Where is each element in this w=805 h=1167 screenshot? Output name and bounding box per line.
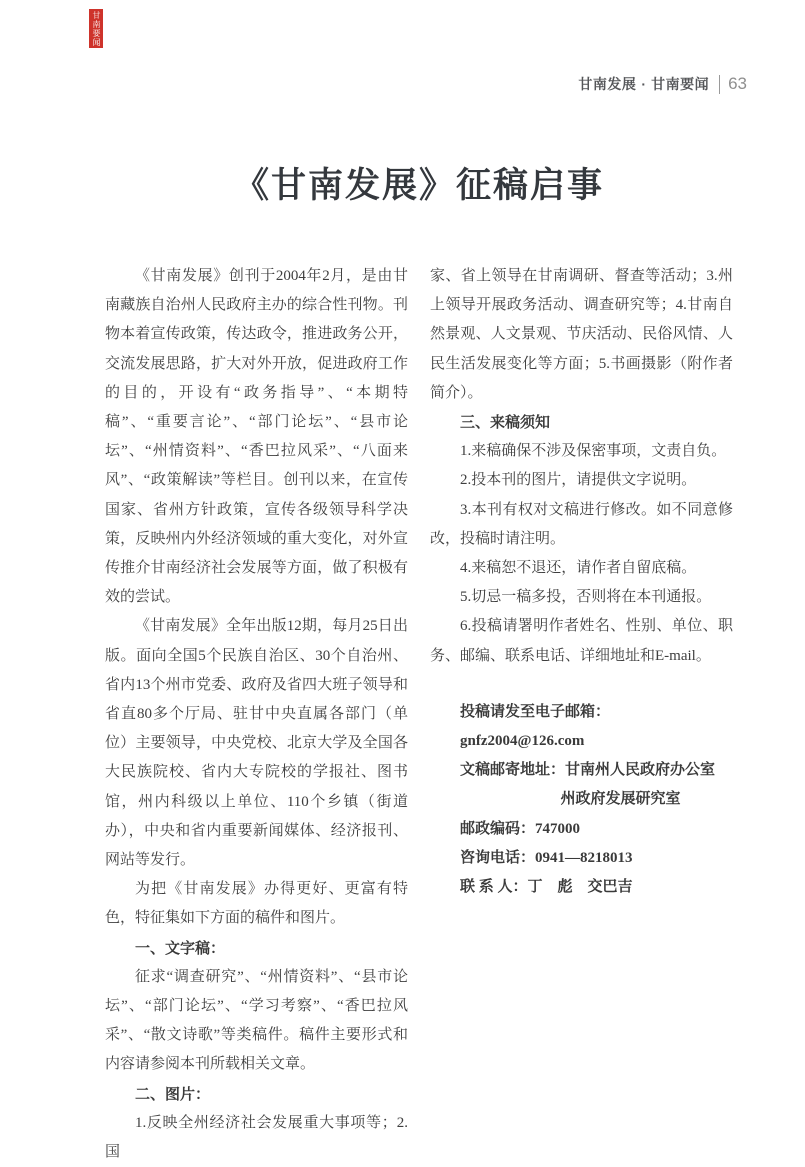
- paragraph: 为把《甘南发展》办得更好、更富有特色，特征集如下方面的稿件和图片。: [105, 881, 408, 927]
- contact-block: [430, 698, 733, 902]
- section-heading: 三、来稿须知: [460, 414, 551, 432]
- paragraph: 《甘南发展》创刊于2004年2月，是由甘南藏族自治州人民政府主办的综合性刊物。刊物本着宣传政策，传达政令，推进政务公开，交流发展思路，扩大对外开放，促进政府工作的目的，开设有“政务指导”、“本期特稿”、“重要言论”、“部门论坛”、“县市论坛”、“州情资料”、“香巴拉风采”、“八面来风”、“政策解读”等栏目。创刊以来，在宣传国家、省州方针政策，宣传各级领导科学决策，反映州内外经济领域的重大变化，对外宣传推介甘南经济社会发展等方面，做了积极有效的尝试。: [105, 268, 408, 606]
- paragraph: 家、省上领导在甘南调研、督查等活动；3.州上领导开展政务活动、调查研究等；4.甘南自然景观、人文景观、节庆活动、民俗风情、人民生活发展变化等方面；5.书画摄影（附作者简介）。: [430, 268, 733, 401]
- paragraph: 1.反映全州经济社会发展重大事项等；2.国: [105, 1114, 408, 1161]
- section-heading: 一、文字稿：: [135, 939, 226, 957]
- section-tab: [89, 9, 103, 48]
- paragraph: 《甘南发展》全年出版12期，每月25日出版。面向全国5个民族自治区、30个自治州、省内13个州市党委、政府及省四大班子领导和省直80多个厅局、驻甘中央直属各部门（单位）主要领导，中央党校、北京大学及全国各大民族院校、省内大专院校的学报社、图书馆，州内科级以上单位、110个乡镇（街道办），中央和省内重要新闻媒体、经济报刊、网站等发行。: [105, 618, 408, 869]
- paragraph: 征求“调查研究”、“州情资料”、“县市论坛”、“部门论坛”、“学习考察”、“香巴拉风采”、“散文诗歌”等类稿件。稿件主要形式和内容请参阅本刊所载相关文章。: [105, 968, 408, 1073]
- right-column-text: [430, 262, 733, 671]
- section-heading: 二、图片：: [135, 1085, 211, 1103]
- paragraph: 6.投稿请署明作者姓名、性别、单位、职务、邮编、联系电话、详细地址和E-mail。: [430, 618, 733, 664]
- paragraph: 邮政编码：747000: [460, 820, 581, 837]
- article-body: [105, 262, 733, 1167]
- paragraph: 2.投本刊的图片，请提供文字说明。: [460, 472, 697, 489]
- paragraph: 投稿请发至电子邮箱：gnfz2004@126.com: [460, 703, 611, 750]
- paragraph: 联 系 人：丁 彪 交巴吉: [460, 879, 633, 896]
- paragraph: 咨询电话：0941—8218013: [460, 849, 633, 866]
- section-tab-label: 甘南要闻: [92, 10, 101, 47]
- paragraph: 文稿邮寄地址：甘南州人民政府办公室: [460, 762, 716, 779]
- section-name: 甘南要闻: [651, 76, 710, 92]
- header-divider: [719, 75, 720, 94]
- left-column: [105, 262, 408, 1167]
- paragraph: 1.来稿确保不涉及保密事项，文责自负。: [460, 443, 727, 460]
- article-title: 《甘南发展》征稿启事: [233, 166, 604, 205]
- page-number: 63: [728, 74, 747, 93]
- page-header: [578, 74, 747, 94]
- paragraph: 州政府发展研究室: [560, 791, 681, 808]
- paragraph: 4.来稿恕不退还，请作者自留底稿。: [460, 560, 697, 577]
- journal-name: 甘南发展: [578, 76, 637, 92]
- right-column: [430, 262, 733, 1167]
- paragraph: 3.本刊有权对文稿进行修改。如不同意修改，投稿时请注明。: [430, 501, 733, 547]
- paragraph: 5.切忌一稿多投，否则将在本刊通报。: [460, 589, 712, 606]
- header-separator-dot: ·: [641, 76, 647, 92]
